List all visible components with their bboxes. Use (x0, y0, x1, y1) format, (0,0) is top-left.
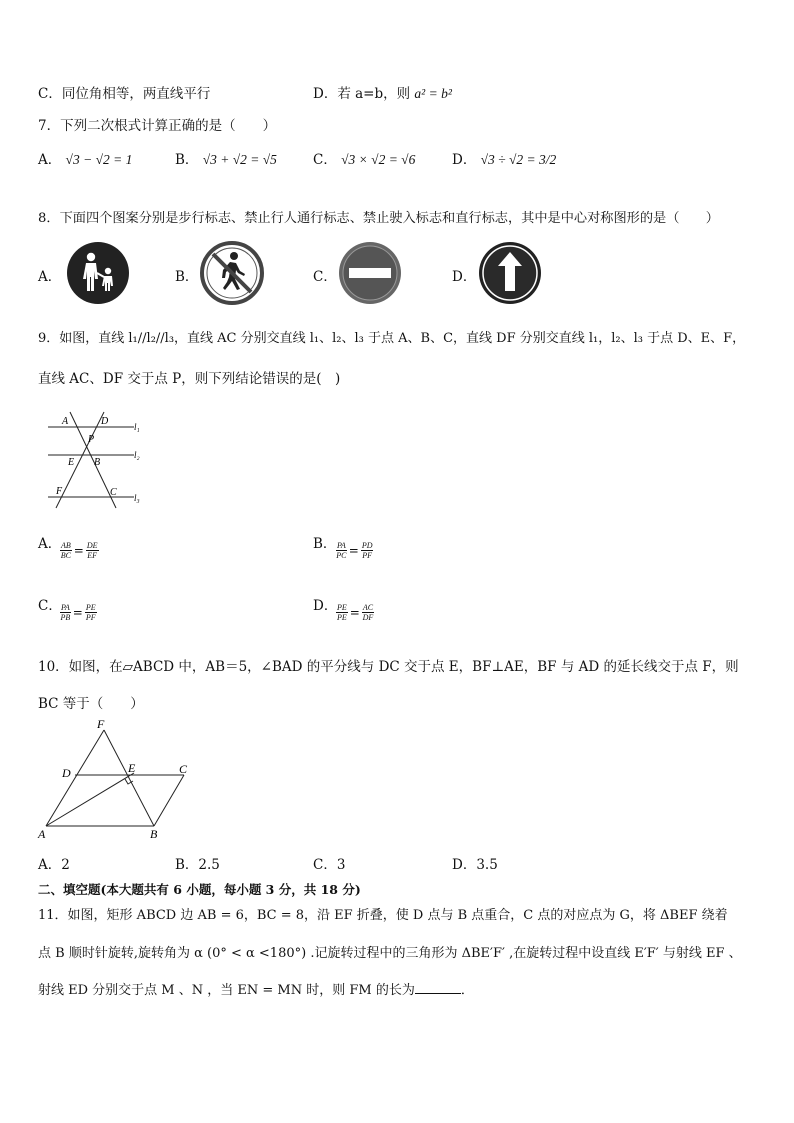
q10-parallelogram-figure (36, 716, 196, 844)
no-entry-sign-icon (338, 241, 402, 305)
q9-b-label: B． (313, 536, 337, 552)
straight-ahead-sign-icon (478, 241, 542, 305)
q7-d-label: D． (452, 152, 477, 168)
q11-answer-blank (415, 981, 461, 994)
q9-option-c: $\frac{PA}{PB}$ = $\frac{PE}{PF}$ (60, 603, 96, 622)
q10-option-b: B．2.5 (175, 857, 220, 873)
q6-option-d-prefix: D．若 a=b，则 (313, 86, 411, 102)
q7-b-label: B． (175, 152, 199, 168)
q8-d-label: D． (452, 269, 477, 285)
q7-c-label: C． (313, 152, 337, 168)
q10-stem-line1: 10．如图，在▱ABCD 中，AB＝5，∠BAD 的平分线与 DC 交于点 E，BF⊥AE，BF 与 AD 的延长线交于点 F，则 (38, 659, 739, 675)
fig10-label-b: B (150, 827, 158, 841)
q9-option-a: $\frac{AB}{BC}$ = $\frac{DE}{EF}$ (60, 541, 98, 560)
q7-a-label: A． (38, 152, 62, 168)
fig9-label-l2: l₂ (134, 450, 140, 460)
q6-option-d (313, 82, 452, 102)
fig9-label-c: C (110, 487, 117, 498)
q9-option-d: $\frac{PE}{PE}$ = $\frac{AC}{DF}$ (337, 603, 374, 622)
q7-a-expr: √3 − √2 = 1 (65, 152, 133, 167)
q10-option-c: C．3 (313, 857, 346, 873)
fig10-label-f: F (97, 717, 105, 731)
q7-option-c (313, 148, 415, 168)
q10-option-a: A．2 (38, 857, 70, 873)
q8-a-label: A． (38, 269, 62, 285)
q8-stem: 8．下面四个图案分别是步行标志、禁止行人通行标志、禁止驶入标志和直行标志，其中是中心对称图形的是（ ） (38, 211, 719, 226)
q9-c-label: C． (38, 598, 62, 614)
fig10-label-d: D (62, 766, 71, 780)
q7-option-d (452, 148, 556, 168)
fig9-label-d: D (101, 416, 109, 427)
fig9-label-l1: l₁ (134, 422, 140, 432)
fig9-label-b: B (94, 457, 101, 468)
q9-a-label: A． (38, 536, 62, 552)
q9-parallel-lines-figure (46, 410, 150, 514)
q7-c-expr: √3 × √2 = √6 (341, 152, 416, 167)
fig10-label-e: E (128, 761, 136, 775)
q7-d-expr: √3 ÷ √2 = 3/2 (480, 152, 557, 167)
q11-line3-suffix: ． (460, 983, 474, 998)
q7-b-expr: √3 + √2 = √5 (202, 152, 277, 167)
q10-option-d: D．3.5 (452, 857, 498, 873)
no-pedestrian-sign-icon (200, 241, 264, 305)
q11-line3-prefix: 射线 ED 分别交于点 M 、N ，当 EN = MN 时，则 FM 的长为 (38, 983, 415, 998)
fig9-label-l3: l₃ (134, 493, 140, 503)
q9-option-b: $\frac{PA}{PC}$ = $\frac{PD}{PF}$ (336, 541, 373, 560)
q8-b-label: B． (175, 269, 199, 285)
q8-c-label: C． (313, 269, 337, 285)
q7-option-b (175, 148, 277, 168)
q11-line3 (38, 979, 474, 998)
fig10-label-a: A (38, 827, 46, 841)
fig9-label-a: A (62, 416, 69, 427)
q9-d-label: D． (313, 598, 338, 614)
q7-stem: 7．下列二次根式计算正确的是（ ） (38, 118, 277, 134)
q9-stem-line1: 9．如图，直线 l₁//l₂//l₃，直线 AC 分别交直线 l₁、l₂、l₃ 于点 A、B、C，直线 DF 分别交直线 l₁，l₂、l₃ 于点 D、E、F， (38, 331, 746, 346)
fig10-label-c: C (179, 762, 188, 776)
q6-option-c: C．同位角相等，两直线平行 (38, 86, 211, 102)
q9-stem-line2: 直线 AC、DF 交于点 P，则下列结论错误的是( ) (38, 371, 341, 387)
q7-option-a (38, 148, 132, 168)
fig9-label-e: E (68, 457, 75, 468)
fig9-label-f: F (56, 486, 63, 497)
fig9-label-p: P (88, 434, 95, 445)
q6-option-d-formula: a² = b² (414, 86, 452, 101)
q10-stem-line2: BC 等于（ ） (38, 696, 144, 712)
section-heading: 二、填空题(本大题共有 6 小题，每小题 3 分，共 18 分) (38, 882, 361, 897)
q11-line2: 点 B 顺时针旋转,旋转角为 α (0° < α <180°) .记旋转过程中的三角形为 ΔBE′F′ ,在旋转过程中设直线 E′F′ 与射线 EF 、 (38, 946, 742, 961)
walking-sign-icon (66, 241, 130, 305)
q11-line1: 11．如图，矩形 ABCD 边 AB = 6，BC = 8，沿 EF 折叠，使 D 点与 B 点重合，C 点的对应点为 G，将 ΔBEF 绕着 (38, 908, 728, 923)
